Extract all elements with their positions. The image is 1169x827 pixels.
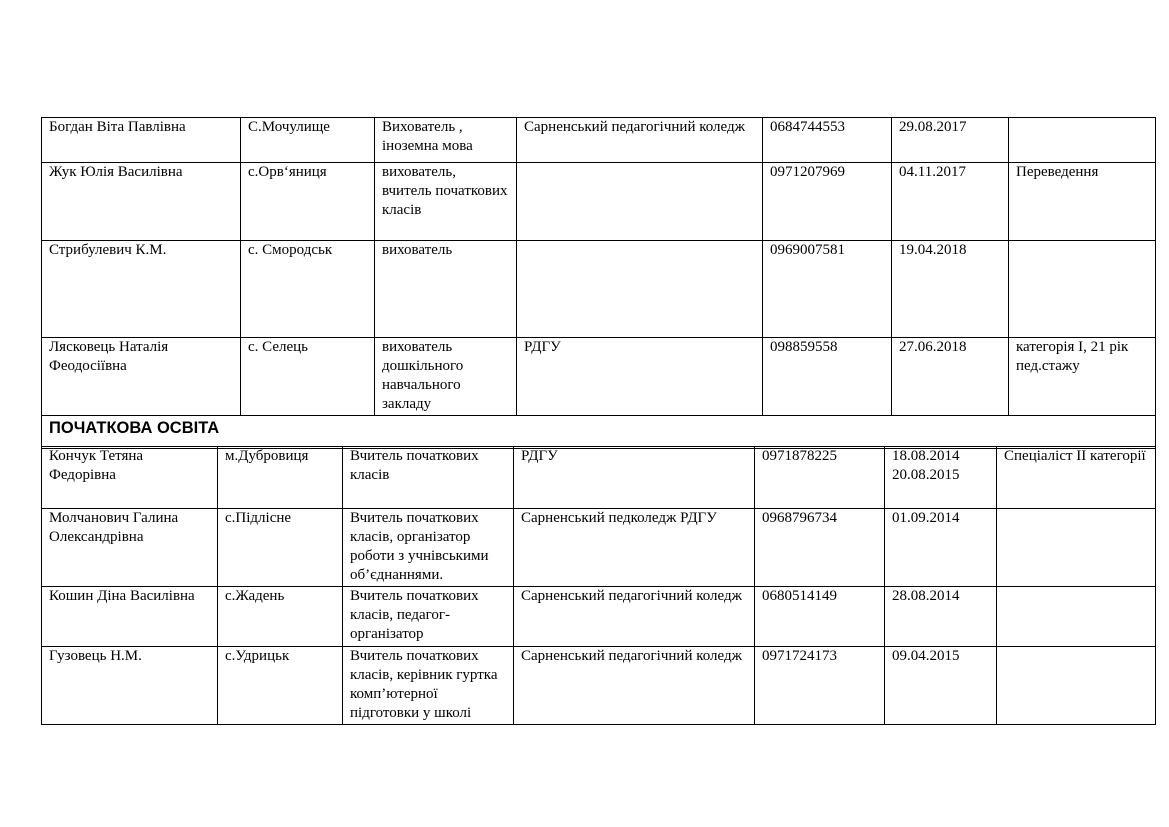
staff-table-top — [41, 117, 1156, 449]
position-cell: вихователь, вчитель початкових класів — [375, 163, 517, 241]
name-cell: Жук Юлія Василівна — [42, 163, 241, 241]
phone-cell: 098859558 — [763, 338, 892, 416]
table-row — [42, 587, 1156, 647]
table-row — [42, 509, 1156, 587]
name-cell: Лясковець Наталія Феодосіївна — [42, 338, 241, 416]
village-cell: с.Жадень — [218, 587, 343, 647]
table-row — [42, 163, 1156, 241]
education-cell: Сарненський педколедж РДГУ — [514, 509, 755, 587]
table-row — [42, 447, 1156, 509]
position-cell: Вчитель початкових класів — [343, 447, 514, 509]
date-cell: 27.06.2018 — [892, 338, 1009, 416]
village-cell: с.Підлісне — [218, 509, 343, 587]
phone-cell: 0971207969 — [763, 163, 892, 241]
table-row — [42, 338, 1156, 416]
note-cell: Спеціаліст ІІ категорії — [997, 447, 1156, 509]
village-cell: с.Удрицьк — [218, 647, 343, 725]
education-cell: Сарненський педагогічний коледж — [514, 587, 755, 647]
education-cell: РДГУ — [514, 447, 755, 509]
village-cell: м.Дубровиця — [218, 447, 343, 509]
table-row — [42, 118, 1156, 163]
position-cell: вихователь дошкільного навчального закладу — [375, 338, 517, 416]
name-cell: Кошин Діна Василівна — [42, 587, 218, 647]
phone-cell: 0971878225 — [755, 447, 885, 509]
phone-cell: 0968796734 — [755, 509, 885, 587]
date-cell: 28.08.2014 — [885, 587, 997, 647]
date-cell: 18.08.2014 20.08.2015 — [885, 447, 997, 509]
position-cell: Вчитель початкових класів, організатор роботи з учнівськими об’єднаннями. — [343, 509, 514, 587]
name-cell: Гузовець Н.М. — [42, 647, 218, 725]
section-row — [42, 416, 1156, 449]
education-cell: Сарненський педагогічний коледж — [517, 118, 763, 163]
section-title: ПОЧАТКОВА ОСВІТА — [42, 416, 1156, 449]
phone-cell: 0969007581 — [763, 241, 892, 338]
village-cell: с. Селець — [241, 338, 375, 416]
note-cell — [1009, 118, 1156, 163]
note-cell — [997, 587, 1156, 647]
date-cell: 01.09.2014 — [885, 509, 997, 587]
village-cell: с. Смородськ — [241, 241, 375, 338]
date-cell: 29.08.2017 — [892, 118, 1009, 163]
table-row — [42, 241, 1156, 338]
note-cell — [1009, 241, 1156, 338]
note-cell: категорія І, 21 рік пед.стажу — [1009, 338, 1156, 416]
village-cell: С.Мочулище — [241, 118, 375, 163]
note-cell — [997, 509, 1156, 587]
position-cell: Вчитель початкових класів, педагог-організатор — [343, 587, 514, 647]
position-cell: вихователь — [375, 241, 517, 338]
village-cell: с.Орв‘яниця — [241, 163, 375, 241]
name-cell: Кончук Тетяна Федорівна — [42, 447, 218, 509]
education-cell — [517, 163, 763, 241]
note-cell: Переведення — [1009, 163, 1156, 241]
education-cell: Сарненський педагогічний коледж — [514, 647, 755, 725]
staff-table-bottom — [41, 446, 1156, 725]
education-cell: РДГУ — [517, 338, 763, 416]
education-cell — [517, 241, 763, 338]
name-cell: Молчанович Галина Олександрівна — [42, 509, 218, 587]
table-row — [42, 647, 1156, 725]
date-cell: 19.04.2018 — [892, 241, 1009, 338]
name-cell: Богдан Віта Павлівна — [42, 118, 241, 163]
phone-cell: 0684744553 — [763, 118, 892, 163]
phone-cell: 0971724173 — [755, 647, 885, 725]
position-cell: Вихователь , іноземна мова — [375, 118, 517, 163]
phone-cell: 0680514149 — [755, 587, 885, 647]
date-cell: 04.11.2017 — [892, 163, 1009, 241]
name-cell: Стрибулевич К.М. — [42, 241, 241, 338]
note-cell — [997, 647, 1156, 725]
position-cell: Вчитель початкових класів, керівник гуртка комп’ютерної підготовки у школі — [343, 647, 514, 725]
date-cell: 09.04.2015 — [885, 647, 997, 725]
